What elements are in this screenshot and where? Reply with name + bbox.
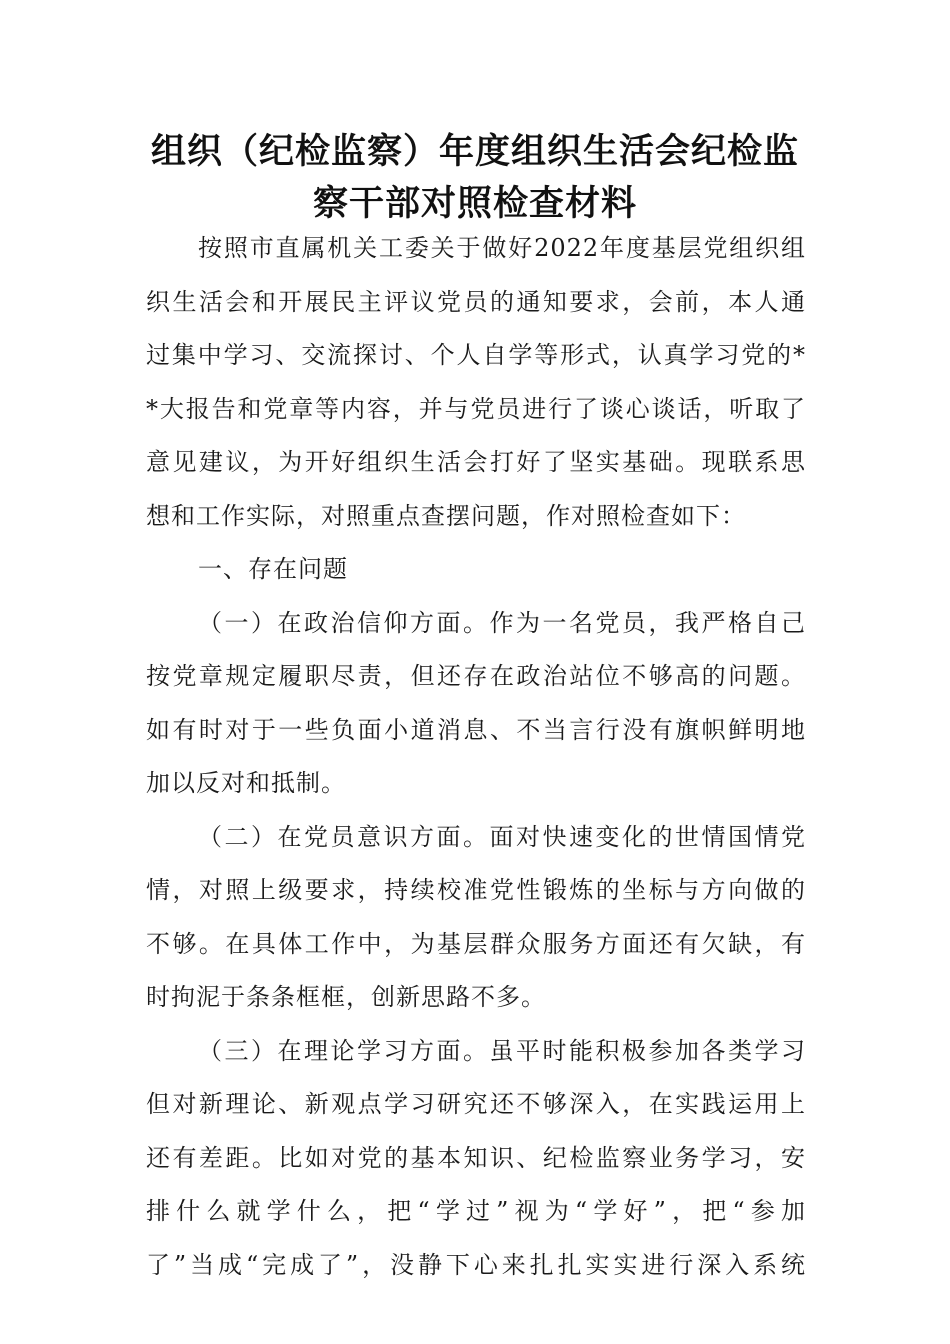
paragraph-line: 了”当成“完成了”，没静下心来扎扎实实进行深入系统	[146, 1250, 806, 1279]
paragraph-line: 意见建议，为开好组织生活会打好了坚实基础。现联系思	[146, 448, 806, 476]
paragraph-line: 按照市直属机关工委关于做好2022年度基层党组织组	[198, 234, 806, 262]
paragraph-line: 加以反对和抵制。	[146, 769, 346, 797]
paragraph-line: 情，对照上级要求，持续校准党性锻炼的坐标与方向做的	[146, 876, 806, 904]
document-title-line-2: 察干部对照检查材料	[312, 184, 637, 224]
paragraph-line: 还有差距。比如对党的基本知识、纪检监察业务学习，安	[146, 1143, 806, 1172]
paragraph-line: 按党章规定履职尽责，但还存在政治站位不够高的问题。	[146, 662, 806, 690]
paragraph-line: （二）在党员意识方面。面对快速变化的世情国情党	[198, 822, 806, 851]
paragraph-line: 排什么就学什么，把“学过”视为“学好”，把“参加	[146, 1197, 806, 1225]
paragraph-line: 但对新理论、新观点学习研究还不够深入，在实践运用上	[146, 1090, 806, 1118]
paragraph-line: 如有时对于一些负面小道消息、不当言行没有旗帜鲜明地	[146, 715, 806, 744]
section-heading: 一、存在问题	[198, 555, 348, 583]
document-title-line-1: 组织（纪检监察）年度组织生活会纪检监	[150, 132, 799, 172]
paragraph-line: （三）在理论学习方面。虽平时能积极参加各类学习	[198, 1036, 806, 1065]
paragraph-line: 织生活会和开展民主评议党员的通知要求，会前，本人通	[146, 287, 806, 316]
paragraph-line: 不够。在具体工作中，为基层群众服务方面还有欠缺，有	[146, 929, 806, 958]
paragraph-line: （一）在政治信仰方面。作为一名党员，我严格自己	[198, 608, 806, 637]
paragraph-line: *大报告和党章等内容，并与党员进行了谈心谈话，听取了	[146, 394, 806, 423]
document-body	[146, 222, 806, 1292]
paragraph-line: 过集中学习、交流探讨、个人自学等形式，认真学习党的*	[146, 341, 806, 369]
paragraph-line: 时拘泥于条条框框，创新思路不多。	[146, 983, 546, 1011]
paragraph-line: 想和工作实际，对照重点查摆问题，作对照检查如下：	[146, 501, 746, 530]
